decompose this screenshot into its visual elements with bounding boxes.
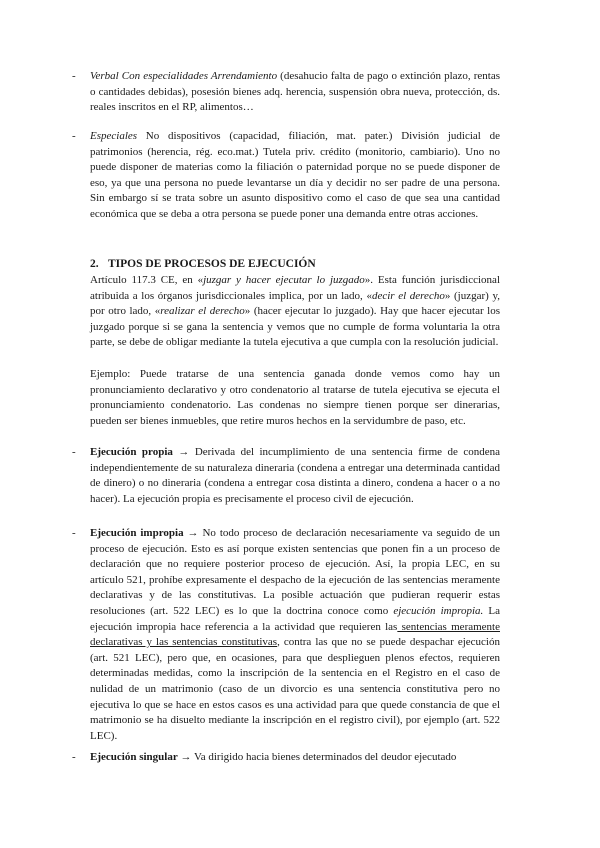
text: » (hacer ejecutar lo juzgado). Hay que hacer ejecutar los juzgado porque si se gana la sentencia y vemos que no cumple de forma voluntaria la otra parte, se debe de obligar mediante la tutela ejecutiva a que cumpla con la resolución judicial. (90, 305, 501, 349)
item-title: Ejecución propia (90, 446, 173, 458)
italic-text: realizar el derecho (160, 305, 245, 318)
item-title: Ejecución singular (90, 751, 178, 763)
item-title: Especiales (90, 130, 138, 142)
bullet: - (72, 70, 76, 82)
text: → No todo proceso de declaración necesariamente va seguido de un proceso de ejecución. Esto es así porque existen sentencias que ponen fin a un proceso de declaración que no requiere posterior proceso de ejecución. Así, la propia LEC, en su artículo 521, prohíbe expresamente el despacho de la ejecución de las sentencias meramente declarativas y de las constitutivas. La posible actuación que pudieran requerir estas resoluciones (art. 522 LEC) es lo que la doctrina conoce como (90, 527, 500, 617)
italic-text: decir el derecho (371, 289, 445, 302)
text: , contra las que no se puede despachar ejecución (art. 521 LEC), pero que, en ocasiones, para que desplieguen plenos efectos, requieren determinadas medidas, como la inscripción de la sentencia en el Registro en el caso de nulidad de un matrimonio (caso de un divorcio es una sentencia constitutiva pero no ejecutiva lo que se hace en estos casos es una actividad para que quede constancia de que el matrimonio se ha disuelto mediante la inscripción en el registro civil), por ejemplo (art. 522 LEC). (90, 636, 500, 742)
item-title: Verbal Con especialidades Arrendamiento (90, 70, 278, 82)
item-text: (desahucio falta de pago o extinción plazo, rentas o cantidades debidas), posesión bienes adq. herencia, suspensión obra nueva, protección, ds. reales inscritos en el RP, alimentos… (90, 70, 500, 114)
heading-title: TIPOS DE PROCESOS DE EJECUCIÓN (108, 258, 316, 270)
underlined-text: sentencias meramente declarativas y las sentencias constitutivas (90, 620, 500, 649)
item-title: Ejecución impropia (90, 527, 184, 539)
bullet: - (72, 527, 76, 539)
paragraph-example (90, 367, 500, 429)
list-item-ejecucion-impropia (72, 526, 500, 744)
paragraph-article (90, 273, 500, 351)
bullet: - (72, 751, 76, 763)
list-item-especiales (72, 129, 500, 223)
italic-text: ejecución impropia. (393, 604, 484, 617)
item-text: → Va dirigido hacia bienes determinados del deudor ejecutado (177, 751, 457, 763)
text: ». Esta función jurisdiccional atribuida a los órganos jurisdiccionales implica, por un lado, « (90, 274, 500, 302)
list-item-ejecucion-propia (72, 445, 500, 507)
bullet: - (72, 446, 76, 458)
list-item-verbal (72, 69, 500, 116)
list-item-ejecucion-singular (72, 750, 500, 766)
italic-text: juzgar y hacer ejecutar lo juzgado (203, 274, 365, 286)
text: » (juzgar) y, por otro lado, « (90, 289, 500, 318)
text: Artículo 117.3 CE, en « (90, 274, 204, 286)
item-text: No dispositivos (capacidad, filiación, mat. pater.) División judicial de patrimonios (herencia, rég. eco.mat.) Tutela priv. crédito (monitorio, cambiario). Uno no puede disponer de materias como la filiación o paternidad porque no se puede disponer de eso, ya que una persona no puede levantarse un día y decidir no ser padre de una persona. Sin embargo sí se trata sobre un asunto dispositivo como el caso de que sea una cantidad económica que se deba a otra persona se puede poner una demanda entre otras acciones. (90, 130, 500, 220)
text: La ejecución impropia hace referencia a la actividad que requieren las (90, 604, 500, 633)
heading-number: 2. (90, 258, 99, 270)
text: Ejemplo: Puede tratarse de una sentencia ganada donde vemos como hay un pronunciamiento declarativo y otro condenatorio al tratarse de tutela ejecutiva se ejecuta el pronunciamiento condenatorio. Las condenas no siempre tienen porque ser dinerarias, pueden ser bienes inmuebles, que retire muros hechos en la servidumbre de paso, etc. (90, 368, 500, 427)
section-heading (90, 257, 316, 273)
bullet: - (72, 130, 76, 142)
item-text: → Derivada del incumplimiento de una sentencia firme de condena independientemente de su naturaleza dineraria (condena a entregar una determinada cantidad de dinero) o no dineraria (condena a entregar cosa distinta a dinero, condena a hacer o a no hacer). La ejecución propia es precisamente el proceso civil de ejecución. (90, 446, 500, 505)
